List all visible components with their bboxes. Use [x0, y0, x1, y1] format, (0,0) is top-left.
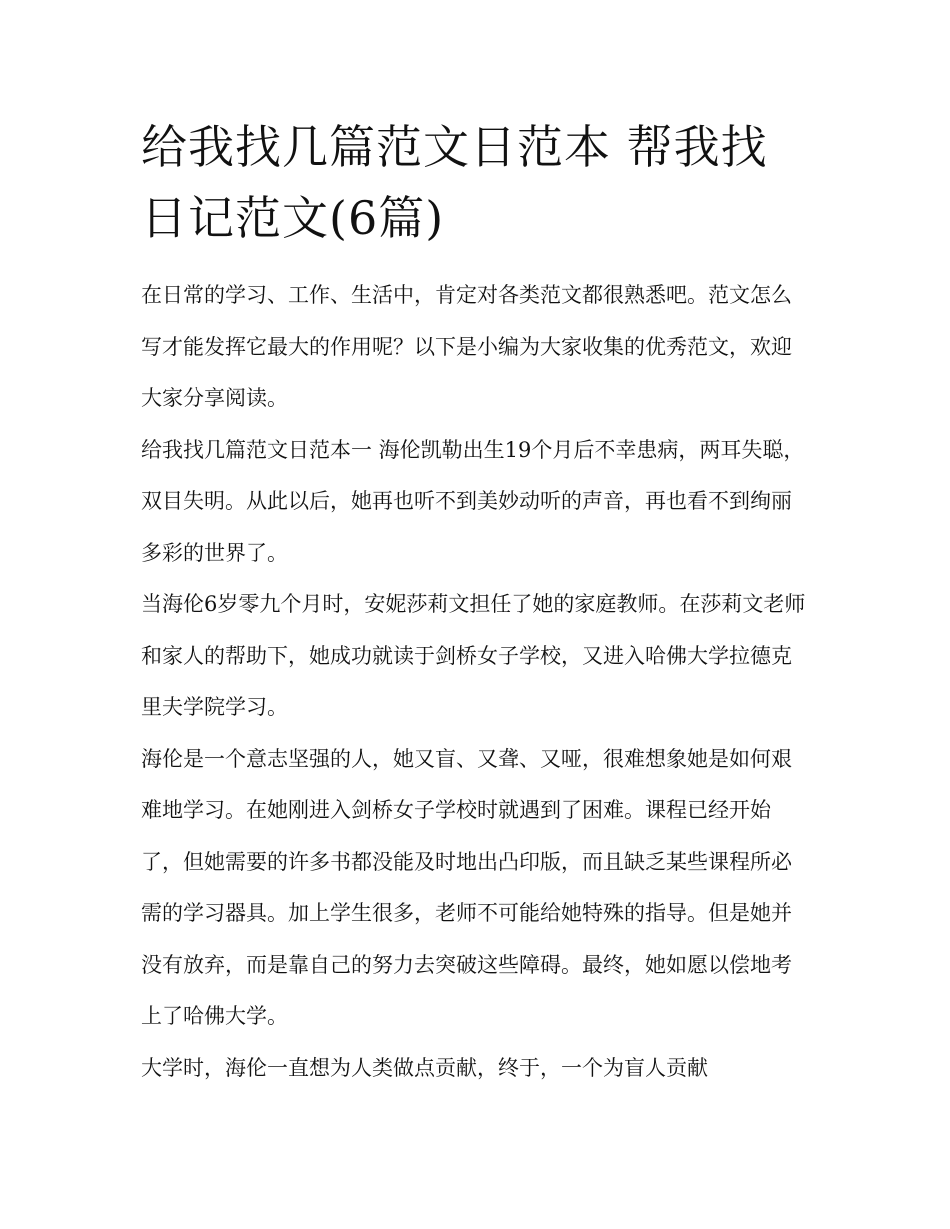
paragraph-section-one: 给我找几篇范文日范本一 海伦凯勒出生19个月后不幸患病，两耳失聪，双目失明。从此以后，她再也听不到美妙动听的声音，再也看不到绚丽多彩的世界了。: [141, 437, 805, 565]
paragraph-intro: 在日常的学习、工作、生活中，肯定对各类范文都很熟悉吧。范文怎么写才能发挥它最大的作用呢？以下是小编为大家收集的优秀范文，欢迎大家分享阅读。: [141, 283, 792, 410]
paragraph-teacher: 当海伦6岁零九个月时，安妮莎莉文担任了她的家庭教师。在莎莉文老师和家人的帮助下，她成功就读于剑桥女子学校，又进入哈佛大学拉德克里夫学院学习。: [141, 592, 806, 719]
document-content: [141, 112, 811, 1094]
document-title: 给我找几篇范文日范本 帮我找日记范文(6篇): [141, 120, 768, 245]
document-body: [141, 270, 811, 1094]
paragraph-university: 大学时，海伦一直想为人类做点贡献，终于，一个为盲人贡献: [141, 1055, 708, 1080]
paragraph-study: 海伦是一个意志坚强的人，她又盲、又聋、又哑，很难想象她是如何艰难地学习。在她刚进入剑桥女子学校时就遇到了困难。课程已经开始了，但她需要的许多书都没能及时地出凸印版，而且缺乏某些课程所必需的学习器具。加上学生很多，老师不可能给她特殊的指导。但是她并没有放弃，而是靠自己的努力去突破这些障碍。最终，她如愿以偿地考上了哈佛大学。: [141, 746, 792, 1028]
